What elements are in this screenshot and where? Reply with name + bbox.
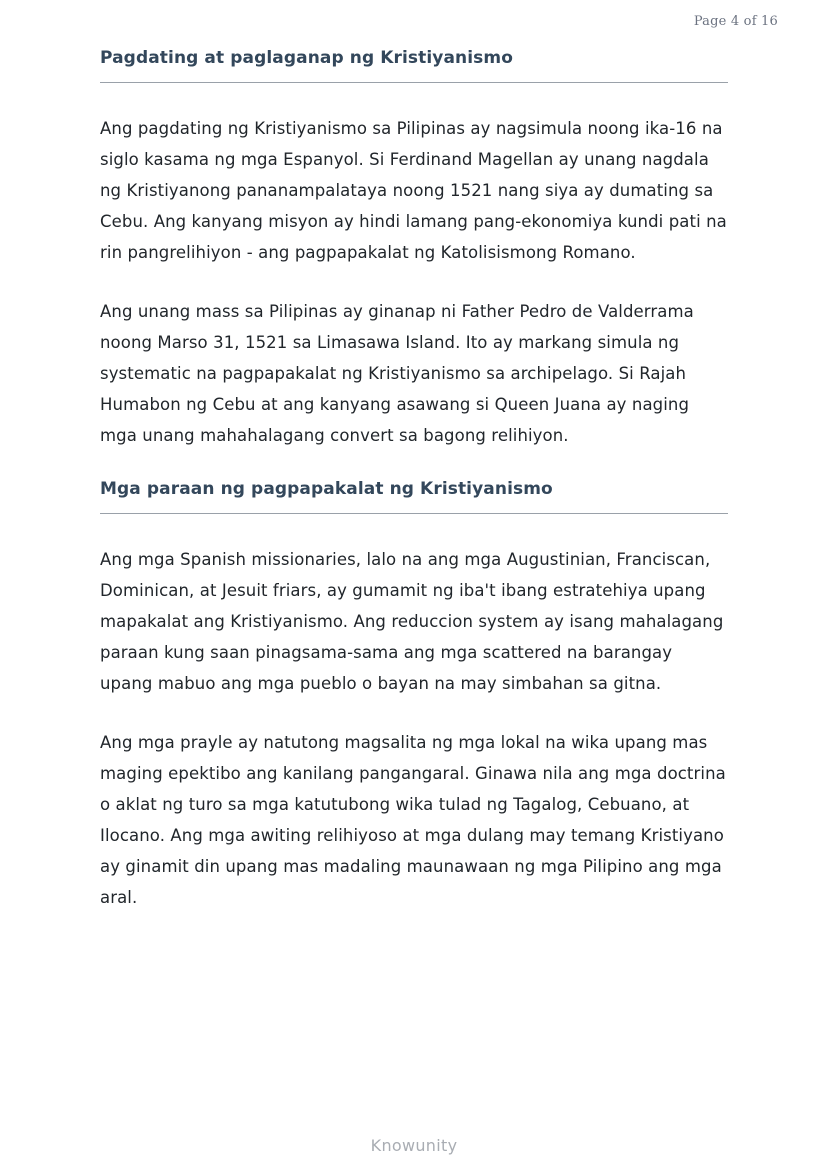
paragraph: Ang pagdating ng Kristiyanismo sa Pilipinas ay nagsimula noong ika-16 na siglo kasama ng mga Espanyol. Si Ferdinand Magellan ay unang nagdala ng Kristiyanong pananampalataya noong 1521 nang siya ay dumating sa Cebu. Ang kanyang misyon ay hindi lamang pang-ekonomiya kundi pati na rin pangrelihiyon - ang pagpapakalat ng Katolisismong Romano. [100, 119, 727, 262]
section-mga-paraan [100, 479, 728, 913]
paragraph: Ang unang mass sa Pilipinas ay ginanap ni Father Pedro de Valderrama noong Marso 31, 1521 sa Limasawa Island. Ito ay markang simula ng systematic na pagpapakalat ng Kristiyanismo sa archipelago. Si Rajah Humabon ng Cebu at ang kanyang asawang si Queen Juana ay naging mga unang mahahalagang convert sa bagong relihiyon. [100, 302, 694, 445]
section-heading: Mga paraan ng pagpapakalat ng Kristiyanismo [100, 479, 728, 514]
paragraph: Ang mga Spanish missionaries, lalo na ang mga Augustinian, Franciscan, Dominican, at Jesuit friars, ay gumamit ng iba't ibang estratehiya upang mapakalat ang Kristiyanismo. Ang reduccion system ay isang mahalagang paraan kung saan pinagsama-sama ang mga scattered na barangay upang mabuo ang mga pueblo o bayan na may simbahan sa gitna. [100, 550, 724, 693]
page-number-indicator: Page 4 of 16 [693, 14, 778, 29]
section-pagdating [100, 48, 728, 451]
knowunity-footer-brand: Knowunity [370, 1136, 458, 1155]
document-content [100, 48, 728, 941]
paragraph: Ang mga prayle ay natutong magsalita ng mga lokal na wika upang mas maging epektibo ang kanilang pangangaral. Ginawa nila ang mga doctrina o aklat ng turo sa mga katutubong wika tulad ng Tagalog, Cebuano, at Ilocano. Ang mga awiting relihiyoso at mga dulang may temang Kristiyano ay ginamit din upang mas madaling maunawaan ng mga Pilipino ang mga aral. [100, 733, 726, 907]
section-heading: Pagdating at paglaganap ng Kristiyanismo [100, 48, 728, 83]
